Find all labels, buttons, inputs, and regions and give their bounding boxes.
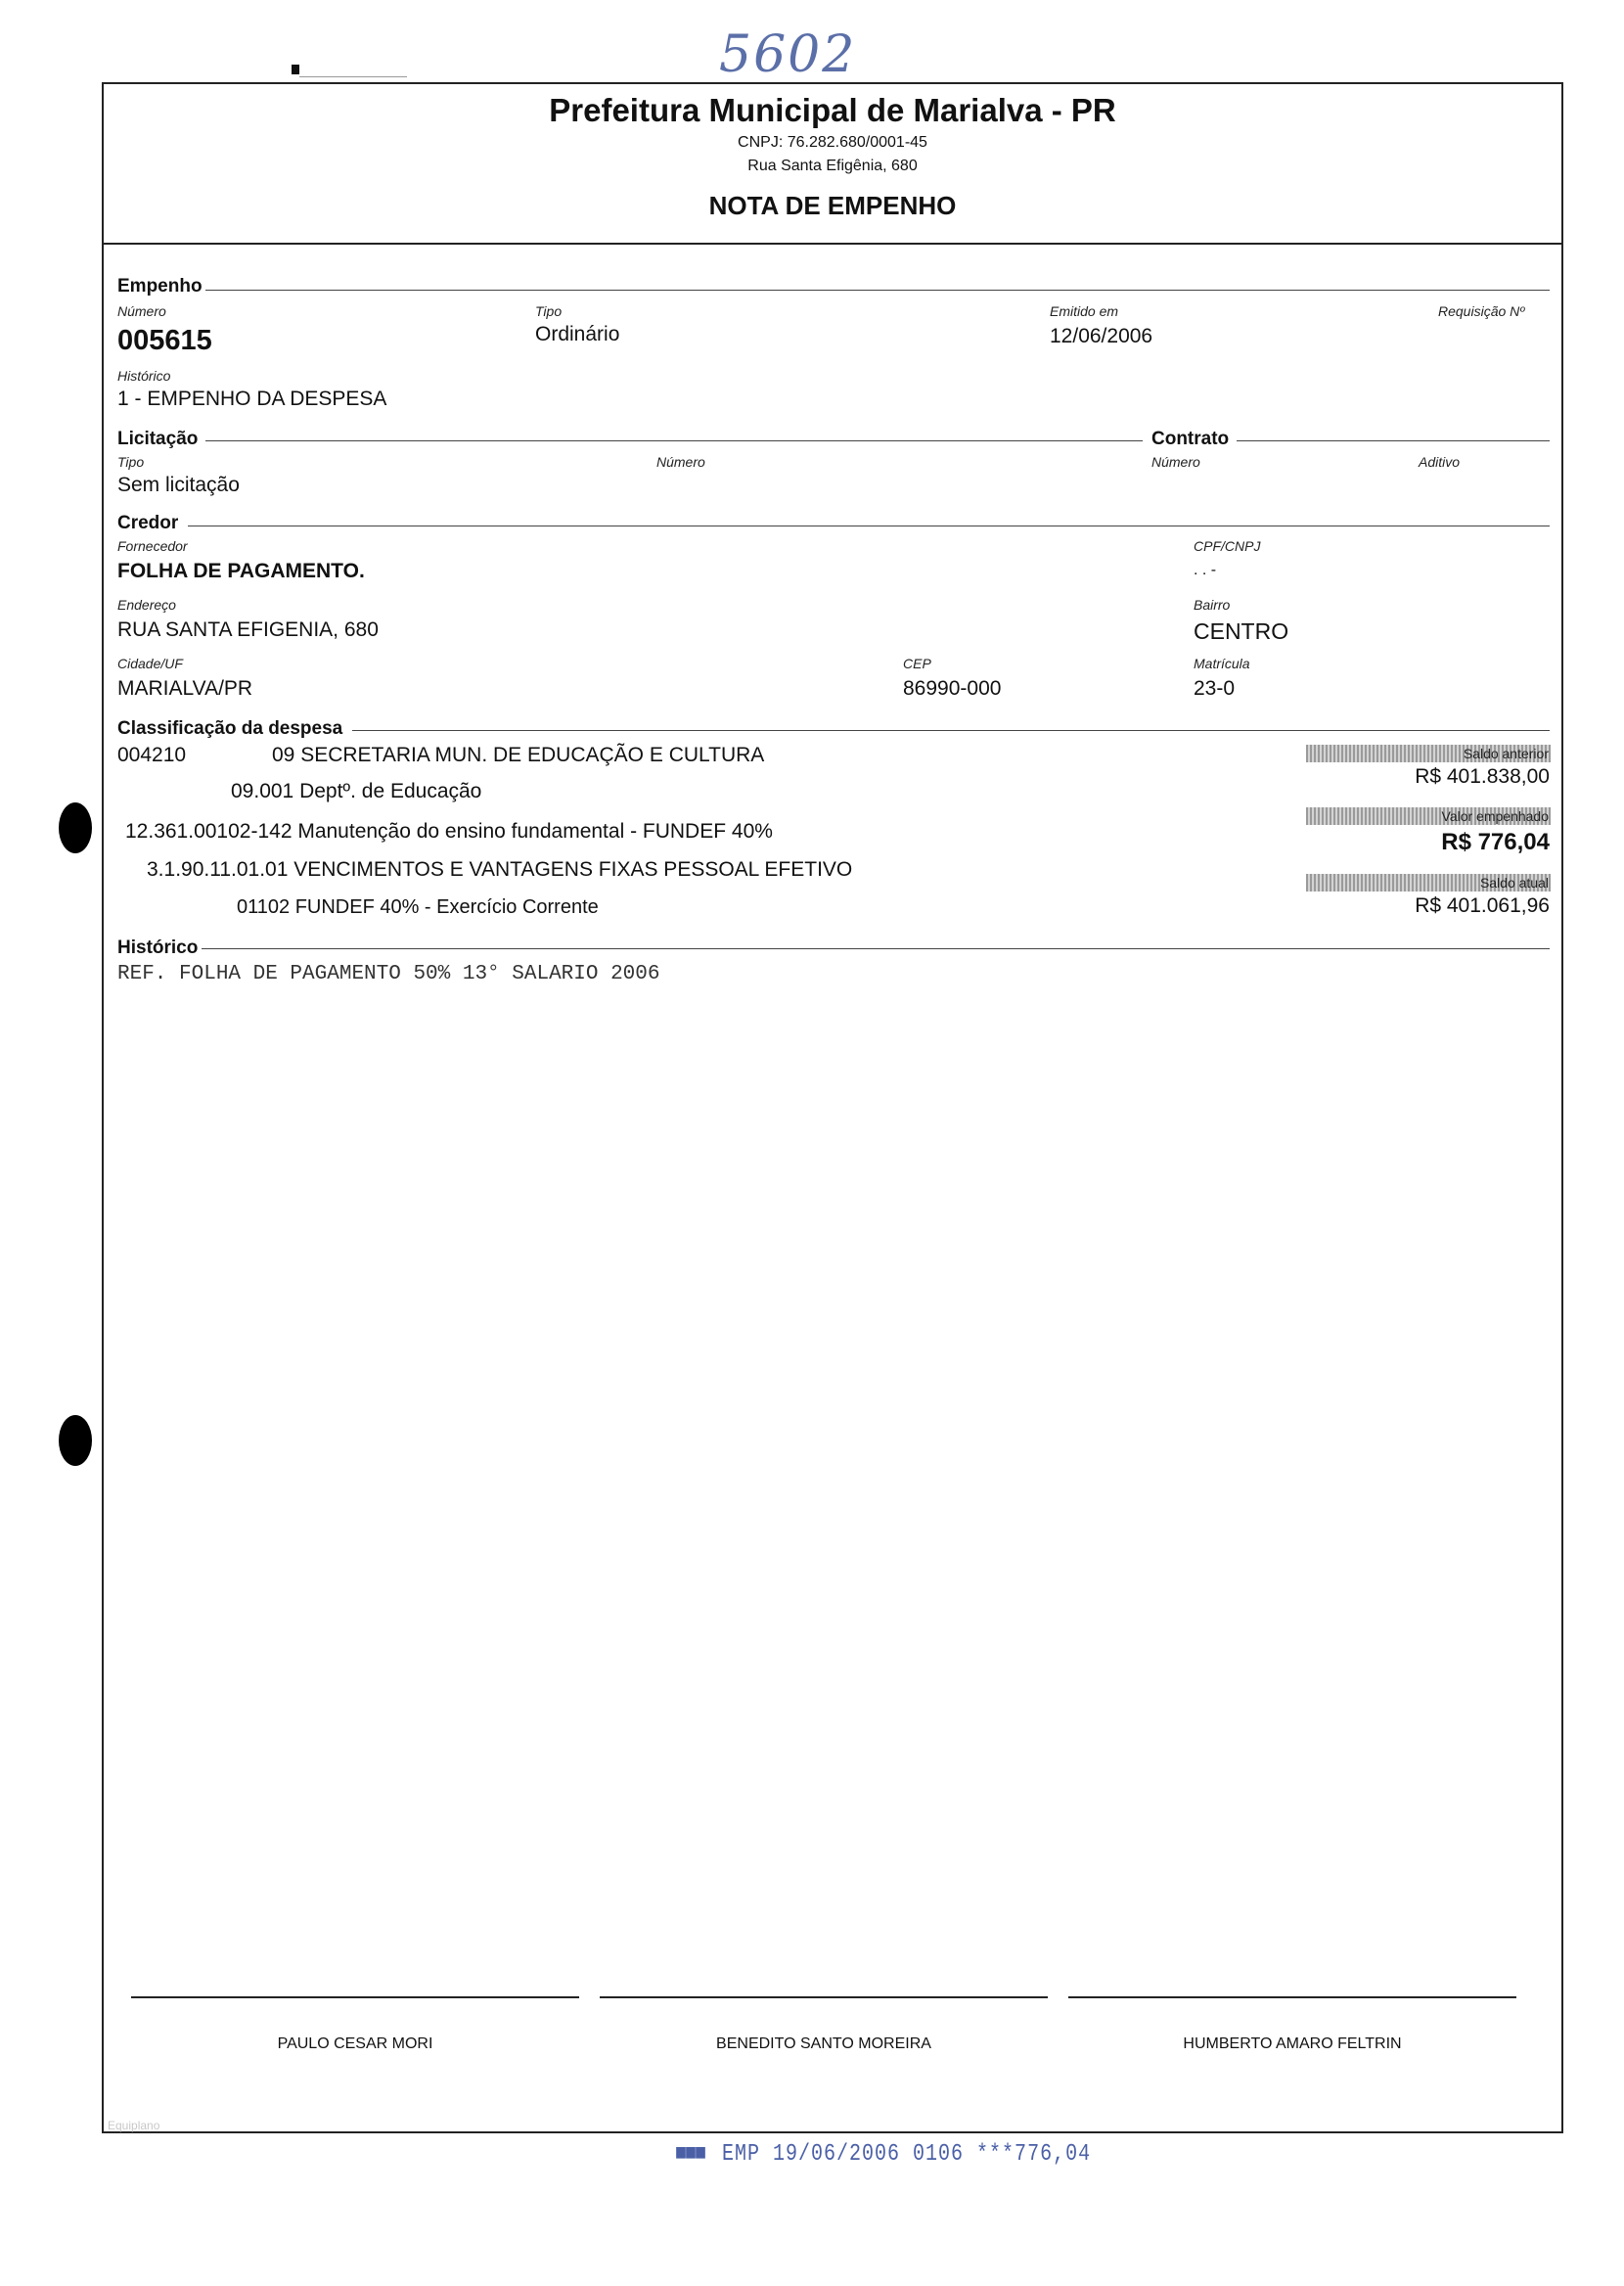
classificacao-departamento: 09.001 Deptº. de Educação [231, 780, 482, 802]
section-classificacao: Classificação da despesa [117, 718, 343, 739]
header [102, 90, 1563, 225]
document-title: NOTA DE EMPENHO [708, 191, 957, 220]
signature-line-3 [1068, 1996, 1516, 1998]
label-endereco: Endereço [117, 597, 176, 613]
label-numero: Número [117, 303, 166, 319]
section-historico: Histórico [117, 937, 199, 958]
empenho-historico: 1 - EMPENHO DA DESPESA [117, 388, 387, 410]
receipt-stamp [675, 2141, 1091, 2169]
label-cpf: CPF/CNPJ [1194, 538, 1261, 554]
signature-line-2 [600, 1996, 1048, 1998]
label-historico: Histórico [117, 368, 171, 384]
cnpj-text: CNPJ: 76.282.680/0001-45 [738, 134, 927, 151]
signature-name-2: BENEDITO SANTO MOREIRA [716, 2035, 931, 2052]
rule-licitacao [205, 440, 1143, 441]
label-matricula: Matrícula [1194, 656, 1250, 671]
stamp-logo: ■■■ [675, 2140, 705, 2169]
municipality-title: Prefeitura Municipal de Marialva - PR [549, 92, 1116, 128]
label-licitacao-numero: Número [656, 454, 705, 470]
label-cidade: Cidade/UF [117, 656, 183, 671]
empenho-tipo: Ordinário [535, 323, 620, 345]
classificacao-secretaria: 09 SECRETARIA MUN. DE EDUCAÇÃO E CULTURA [272, 744, 765, 766]
saldo-anterior-value: R$ 401.838,00 [1415, 765, 1550, 788]
cep-value: 86990-000 [903, 677, 1002, 700]
signature-line-1 [131, 1996, 579, 1998]
software-watermark: Equiplano [108, 2119, 160, 2132]
classificacao-recurso: 01102 FUNDEF 40% - Exercício Corrente [237, 896, 599, 918]
pen-stroke [299, 76, 407, 77]
historico-text: REF. FOLHA DE PAGAMENTO 50% 13° SALARIO 2006 [117, 963, 660, 985]
cidade-value: MARIALVA/PR [117, 677, 253, 700]
cpf-value: . . - [1194, 562, 1217, 578]
rule-empenho [205, 290, 1550, 291]
label-licitacao-tipo: Tipo [117, 454, 145, 470]
section-empenho: Empenho [117, 276, 203, 297]
classificacao-elemento: 3.1.90.11.01.01 VENCIMENTOS E VANTAGENS FIXAS PESSOAL EFETIVO [147, 858, 853, 881]
saldo-anterior-label: Saldo anterior [1306, 745, 1551, 762]
signature-name-3: HUMBERTO AMARO FELTRIN [1183, 2035, 1402, 2052]
stamp-text: EMP 19/06/2006 0106 ***776,04 [722, 2140, 1092, 2169]
classificacao-code: 004210 [117, 744, 187, 766]
saldo-atual-value: R$ 401.061,96 [1415, 894, 1550, 917]
label-contrato-numero: Número [1151, 454, 1200, 470]
label-aditivo: Aditivo [1419, 454, 1461, 470]
valor-empenhado-label: Valor empenhado [1306, 807, 1551, 825]
classificacao-funcional: 12.361.00102-142 Manutenção do ensino fundamental - FUNDEF 40% [125, 820, 773, 843]
handwritten-number: 5602 [719, 25, 857, 84]
saldo-atual-label: Saldo atual [1306, 874, 1551, 892]
empenho-date: 12/06/2006 [1050, 325, 1153, 347]
label-bairro: Bairro [1194, 597, 1231, 613]
licitacao-tipo: Sem licitação [117, 474, 240, 496]
matricula-value: 23-0 [1194, 677, 1236, 700]
label-tipo: Tipo [535, 303, 563, 319]
punch-hole-upper [59, 802, 92, 853]
header-separator [102, 243, 1563, 245]
label-cep: CEP [903, 656, 931, 671]
fornecedor-name: FOLHA DE PAGAMENTO. [117, 560, 365, 582]
endereco-value: RUA SANTA EFIGENIA, 680 [117, 618, 379, 641]
section-licitacao: Licitação [117, 429, 199, 449]
rule-classificacao [352, 730, 1550, 731]
label-emitido: Emitido em [1050, 303, 1119, 319]
label-requisicao: Requisição Nº [1438, 303, 1525, 319]
punch-hole-lower [59, 1415, 92, 1466]
pen-mark [292, 65, 299, 74]
empenho-number: 005615 [117, 325, 212, 356]
section-contrato: Contrato [1151, 429, 1230, 449]
rule-historico [202, 948, 1550, 949]
address-text: Rua Santa Efigênia, 680 [747, 158, 918, 174]
signature-name-1: PAULO CESAR MORI [277, 2035, 433, 2052]
rule-contrato [1237, 440, 1550, 441]
bairro-value: CENTRO [1194, 618, 1289, 644]
label-fornecedor: Fornecedor [117, 538, 188, 554]
section-credor: Credor [117, 513, 179, 533]
valor-empenhado-value: R$ 776,04 [1441, 829, 1550, 855]
